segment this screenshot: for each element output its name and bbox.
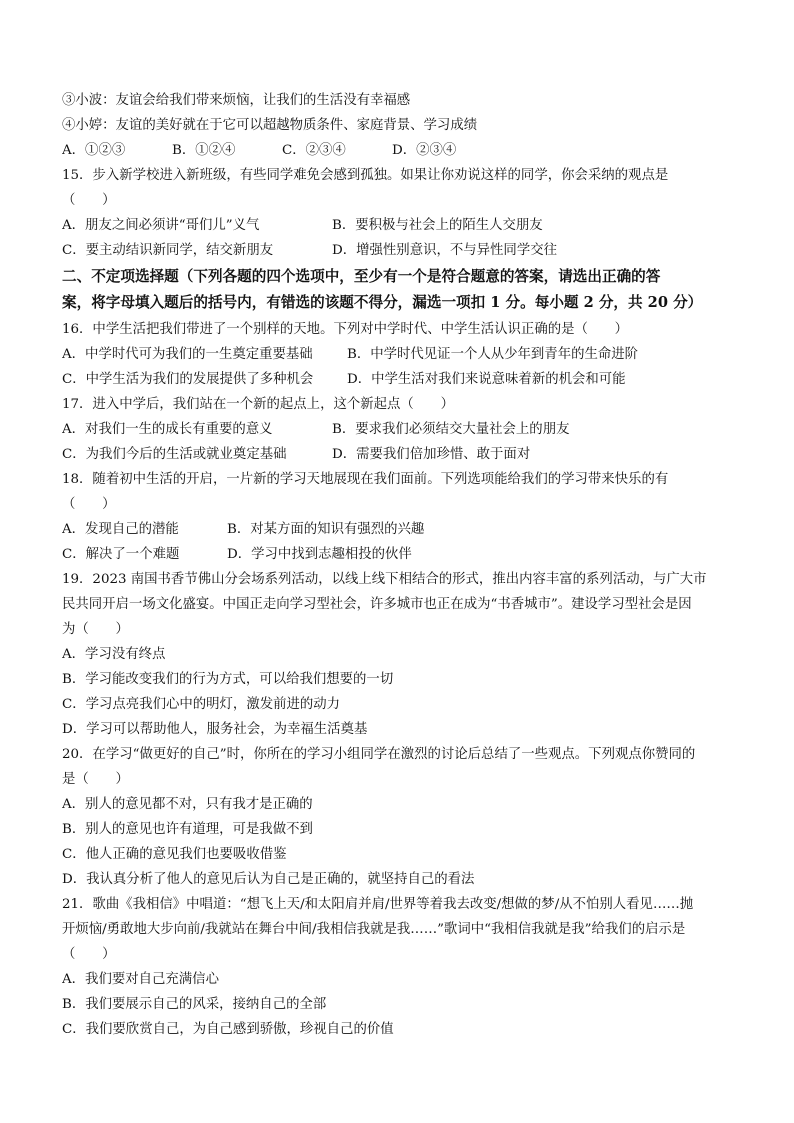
option-a: A．对我们一生的成长有重要的意义 <box>62 422 273 437</box>
option-b: B．学习能改变我们的行为方式，可以给我们想要的一切 <box>62 672 394 687</box>
q16-stem: 16．中学生活把我们带进了一个别样的天地。下列对中学时代、中学生活认识正确的是（ ） <box>62 322 629 337</box>
q16-options-row1 <box>62 342 734 367</box>
option-c: C．中学生活为我们的发展提供了多种机会 <box>62 372 314 387</box>
q21-answer-paren: （ ） <box>62 947 116 962</box>
section-2-line1: 二、不定项选择题（下列各题的四个选项中，至少有一个是符合题意的答案，请选出正确的答 <box>62 268 661 285</box>
option-a: A．中学时代可为我们的一生奠定重要基础 <box>62 347 313 362</box>
q21-stem-line1: 21．歌曲《我相信》中唱道：“想飞上天/和太阳肩并肩/世界等着我去改变/想做的梦/从不怕别人看见……抛 <box>62 897 694 912</box>
option-d: D．学习可以帮助他人，服务社会，为幸福生活奠基 <box>62 722 368 737</box>
q17-stem: 17．进入中学后，我们站在一个新的起点上，这个新起点（ ） <box>62 397 454 412</box>
option-d: D．我认真分析了他人的意见后认为自己是正确的，就坚持自己的看法 <box>62 872 475 887</box>
option-c: C．②③④ <box>282 143 346 158</box>
q20-stem-line1: 20．在学习“做更好的自己”时，你所在的学习小组同学在激烈的讨论后总结了一些观点。下列观点你赞同的 <box>62 747 696 762</box>
section-2-heading <box>62 264 734 316</box>
q15-options-row1 <box>62 213 734 238</box>
option-b: B．中学时代见证一个人从少年到青年的生命进阶 <box>347 347 639 362</box>
option-d: D．②③④ <box>392 143 457 158</box>
q20-stem-line2: 是（ ） <box>62 772 129 787</box>
q19-stem-line1: 19．2023 南国书香节佛山分会场系列活动，以线上线下相结合的形式，推出内容丰富的系列活动，与广大市 <box>62 572 707 587</box>
option-b: B．别人的意见也许有道理，可是我做不到 <box>62 822 313 837</box>
option-c: C．他人正确的意见我们也要吸收借鉴 <box>62 847 287 862</box>
q15-options-row2 <box>62 238 734 263</box>
option-a: A．①②③ <box>62 143 126 158</box>
q19-stem-line3: 为（ ） <box>62 622 129 637</box>
option-a: A．朋友之间必须讲“哥们儿”义气 <box>62 218 260 233</box>
option-c: C．我们要欣赏自己，为自己感到骄傲，珍视自己的价值 <box>62 1022 394 1037</box>
option-c: C．要主动结识新同学，结交新朋友 <box>62 243 274 258</box>
statement-4: ④小婷：友谊的美好就在于它可以超越物质条件、家庭背景、学习成绩 <box>62 118 478 133</box>
option-b: B．我们要展示自己的风采，接纳自己的全部 <box>62 997 327 1012</box>
q17-options-row2 <box>62 442 734 467</box>
q21-stem-line2: 开烦恼/勇敢地大步向前/我就站在舞台中间/我相信我就是我……”歌词中“我相信我就是我”给我们的启示是 <box>62 922 686 937</box>
option-d: D．学习中找到志趣相投的伙伴 <box>227 547 412 562</box>
q15-answer-paren: （ ） <box>62 193 116 208</box>
option-b: B．要积极与社会上的陌生人交朋友 <box>332 218 543 233</box>
q17-options-row1 <box>62 417 734 442</box>
q14-options <box>62 138 734 163</box>
q18-options-row1 <box>62 517 734 542</box>
option-d: D．增强性别意识，不与异性同学交往 <box>332 243 557 258</box>
q16-options-row2 <box>62 367 734 392</box>
section-2-line2: 案，将字母填入题后的括号内，有错选的该题不得分，漏选一项扣 1 分。每小题 2 分，共 20 分） <box>62 294 703 311</box>
option-a: A．我们要对自己充满信心 <box>62 972 219 987</box>
option-c: C．解决了一个难题 <box>62 547 180 562</box>
statement-3: ③小波：友谊会给我们带来烦恼，让我们的生活没有幸福感 <box>62 93 411 108</box>
option-b: B．①②④ <box>172 143 236 158</box>
exam-page <box>62 88 734 1042</box>
option-d: D．需要我们倍加珍惜、敢于面对 <box>332 447 531 462</box>
q15-stem: 15．步入新学校进入新班级，有些同学难免会感到孤独。如果让你劝说这样的同学，你会采纳的观点是 <box>62 168 669 183</box>
option-d: D．中学生活对我们来说意味着新的机会和可能 <box>347 372 626 387</box>
q19-stem-line2: 民共同开启一场文化盛宴。中国正走向学习型社会，许多城市也正在成为“书香城市”。建设学习型社会是因 <box>62 597 692 612</box>
q18-answer-paren: （ ） <box>62 497 116 512</box>
q18-options-row2 <box>62 542 734 567</box>
option-c: C．学习点亮我们心中的明灯，激发前进的动力 <box>62 697 341 712</box>
option-a: A．发现自己的潜能 <box>62 522 179 537</box>
option-b: B．要求我们必须结交大量社会上的朋友 <box>332 422 570 437</box>
option-a: A．别人的意见都不对，只有我才是正确的 <box>62 797 313 812</box>
option-b: B．对某方面的知识有强烈的兴趣 <box>227 522 425 537</box>
q18-stem: 18．随着初中生活的开启，一片新的学习天地展现在我们面前。下列选项能给我们的学习带来快乐的有 <box>62 472 669 487</box>
option-c: C．为我们今后的生活或就业奠定基础 <box>62 447 287 462</box>
option-a: A．学习没有终点 <box>62 647 166 662</box>
